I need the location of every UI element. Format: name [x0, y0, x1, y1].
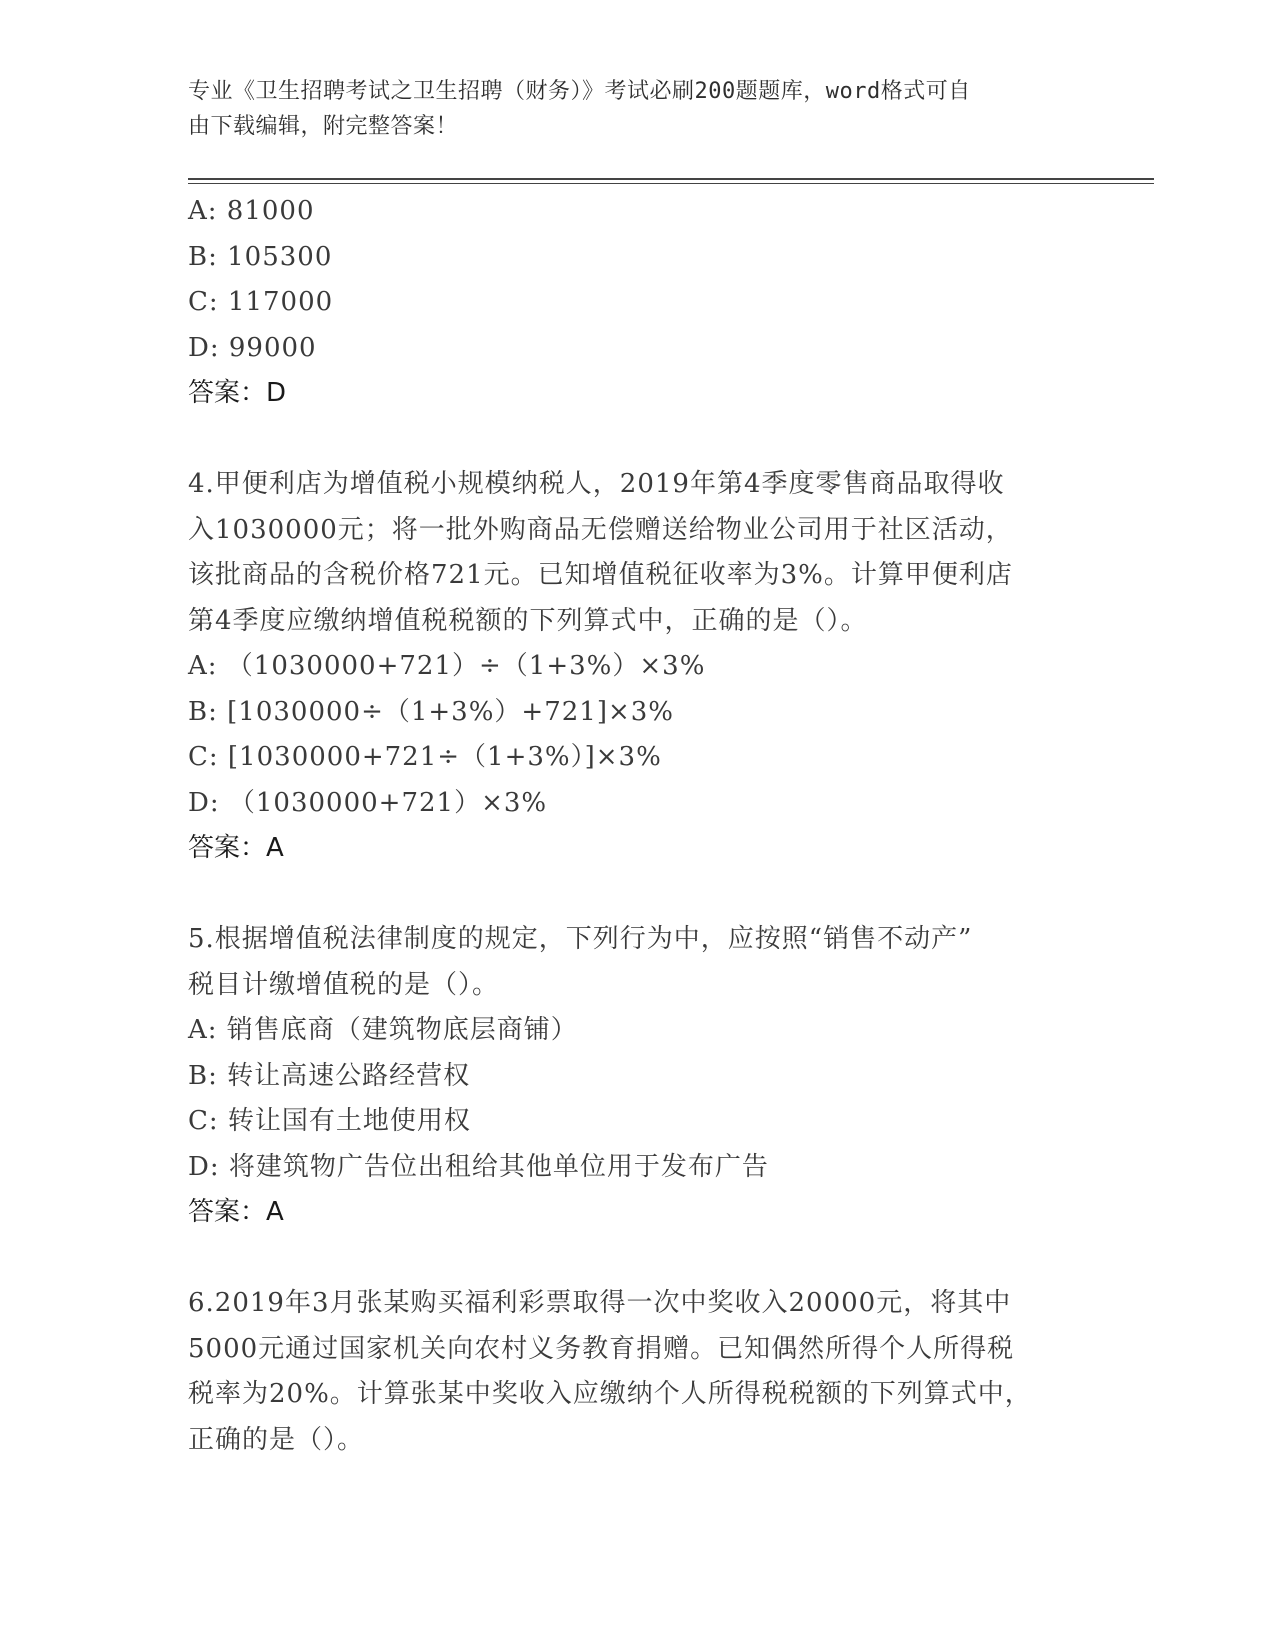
header-divider-thick [188, 178, 1154, 180]
option-b: B: 105300 [188, 241, 333, 272]
option-d: D: （1030000+721）×3% [188, 787, 548, 818]
option-a: A: 81000 [188, 196, 315, 226]
option-a: A: （1030000+721）÷（1+3%）×3% [188, 651, 706, 681]
question-4 [188, 462, 1068, 872]
header-line-2: 由下载编辑，附完整答案！ [188, 114, 459, 139]
question-stem-line: 4.甲便利店为增值税小规模纳税人，2019年第4季度零售商品取得收 [188, 469, 1005, 499]
question-stem-line: 税率为20%。计算张某中奖收入应缴纳个人所得税税额的下列算式中， [188, 1379, 1032, 1409]
question-6 [188, 1281, 1068, 1463]
option-d: D: 99000 [188, 332, 317, 363]
spacer [188, 1236, 1068, 1282]
question-stem-line: 正确的是（）。 [188, 1424, 365, 1455]
question-stem-line: 税目计缴增值税的是（）。 [188, 969, 500, 1000]
option-d: D: 将建筑物广告位出租给其他单位用于发布广告 [188, 1151, 769, 1182]
question-stem-line: 该批商品的含税价格721元。已知增值税征收率为3%。计算甲便利店 [188, 560, 1013, 590]
spacer [188, 417, 1068, 463]
header-divider-thin [188, 183, 1154, 184]
question-5 [188, 917, 1068, 1236]
question-3 [188, 189, 1068, 417]
header-line-1: 专业《卫生招聘考试之卫生招聘（财务）》考试必刷200题题库，word格式可自 [188, 79, 971, 104]
question-stem-line: 5.根据增值税法律制度的规定，下列行为中，应按照“销售不动产” [188, 924, 973, 954]
option-c: C: [1030000+721÷（1+3%）]×3% [188, 742, 662, 772]
option-c: C: 转让国有土地使用权 [188, 1106, 471, 1136]
question-stem-line: 第4季度应缴纳增值税税额的下列算式中，正确的是（）。 [188, 605, 868, 636]
document-header [188, 74, 1068, 144]
question-list [188, 189, 1068, 1463]
option-b: B: [1030000÷（1+3%）+721]×3% [188, 696, 675, 727]
question-stem-line: 5000元通过国家机关向农村义务教育捐赠。已知偶然所得个人所得税 [188, 1333, 1015, 1364]
option-a: A: 销售底商（建筑物底层商铺） [188, 1015, 578, 1045]
answer-line: 答案：A [188, 833, 284, 863]
question-stem-line: 6.2019年3月张某购买福利彩票取得一次中奖收入20000元，将其中 [188, 1288, 1012, 1318]
answer-line: 答案：A [188, 1197, 284, 1227]
answer-line: 答案：D [188, 378, 287, 408]
spacer [188, 872, 1068, 918]
option-c: C: 117000 [188, 287, 334, 317]
question-stem-line: 入1030000元；将一批外购商品无偿赠送给物业公司用于社区活动， [188, 514, 1013, 545]
option-b: B: 转让高速公路经营权 [188, 1060, 471, 1091]
